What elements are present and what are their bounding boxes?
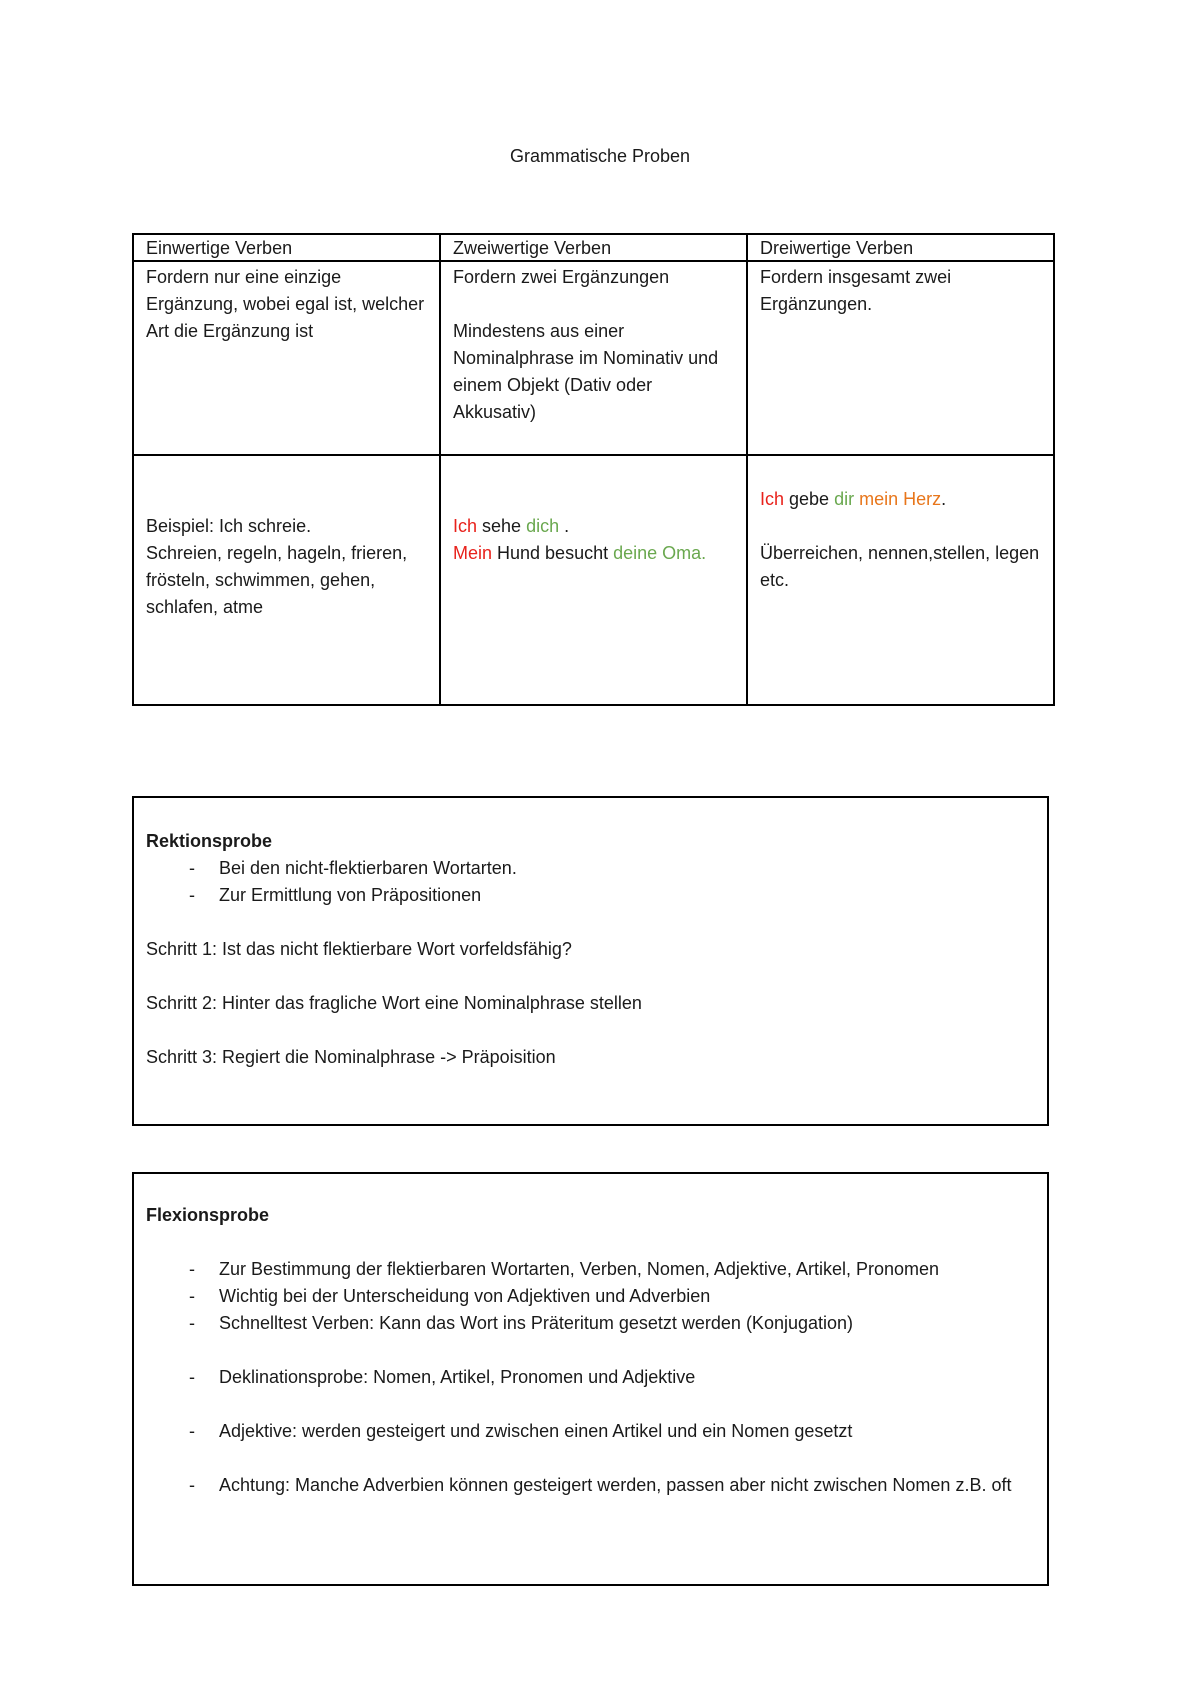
table-header-row (133, 234, 1054, 261)
list-item: - Bei den nicht-flektierbaren Wortarten. (189, 858, 517, 878)
rektionsprobe-box (132, 796, 1049, 1126)
rektionsprobe-step-3: Schritt 3: Regiert die Nominalphrase -> Präpoisition (146, 1047, 556, 1067)
example-einwertig-line2: Schreien, regeln, hageln, frieren, frösteln, schwimmen, gehen, schlafen, atme (146, 543, 408, 617)
list-item: - Wichtig bei der Unterscheidung von Adjektiven und Adverbien (189, 1286, 711, 1306)
list-item: - Adjektive: werden gesteigert und zwischen einen Artikel und ein Nomen gesetzt (189, 1421, 853, 1441)
example-sentence-2 (453, 540, 736, 567)
dative-object: dir (834, 489, 855, 509)
rektionsprobe-step-1: Schritt 1: Ist das nicht flektierbare Wort vorfeldsfähig? (146, 939, 572, 959)
list-item-text: Zur Ermittlung von Präpositionen (219, 885, 482, 905)
list-item: - Zur Ermittlung von Präpositionen (189, 885, 482, 905)
definition-row (133, 261, 1054, 455)
flexionsprobe-bullet-list-3 (146, 1418, 1035, 1445)
subject-word: Mein (453, 543, 493, 563)
header-einwertig: Einwertige Verben (133, 234, 440, 261)
list-item-text: Wichtig bei der Unterscheidung von Adjektiven und Adverbien (219, 1286, 711, 1306)
verb-word: sehe (477, 516, 527, 536)
sentence-end: . (941, 489, 947, 509)
list-item-text: Bei den nicht-flektierbaren Wortarten. (219, 858, 517, 878)
definition-dreiwertig: Fordern insgesamt zwei Ergänzungen. (747, 261, 1054, 455)
page-title: Grammatische Proben (509, 146, 691, 166)
sentence-end: . (559, 516, 570, 536)
example-einwertig-line1: Beispiel: Ich schreie. (146, 516, 312, 536)
example-dreiwertig (747, 455, 1054, 705)
flexionsprobe-bullet-list (146, 1256, 1035, 1337)
list-item: - Schnelltest Verben: Kann das Wort ins Präteritum gesetzt werden (Konjugation) (189, 1313, 854, 1333)
list-item-text: Achtung: Manche Adverbien können gesteigert werden, passen aber nicht zwischen Nomen z.B. oft (219, 1475, 1012, 1495)
rektionsprobe-bullet-list (146, 855, 1035, 909)
list-item: - Zur Bestimmung der flektierbaren Wortarten, Verben, Nomen, Adjektive, Artikel, Pronomen (189, 1259, 939, 1279)
flexionsprobe-box (132, 1172, 1049, 1586)
example-zweiwertig (440, 455, 747, 705)
list-item-text: Deklinationsprobe: Nomen, Artikel, Pronomen und Adjektive (219, 1367, 696, 1387)
definition-zweiwertig (440, 261, 747, 455)
object-phrase: deine Oma. (613, 543, 707, 563)
subject-word: Ich (760, 489, 785, 509)
example-sentence-1 (453, 513, 736, 540)
flexionsprobe-heading: Flexionsprobe (146, 1205, 270, 1225)
list-item-text: Schnelltest Verben: Kann das Wort ins Präteritum gesetzt werden (Konjugation) (219, 1313, 854, 1333)
verb-word: gebe (784, 489, 835, 509)
list-item: - Deklinationsprobe: Nomen, Artikel, Pronomen und Adjektive (189, 1367, 696, 1387)
definition-zweiwertig-line1: Fordern zwei Ergänzungen (453, 267, 670, 287)
rektionsprobe-step-2: Schritt 2: Hinter das fragliche Wort eine Nominalphrase stellen (146, 993, 642, 1013)
header-zweiwertig: Zweiwertige Verben (440, 234, 747, 261)
accusative-object: mein Herz (859, 489, 942, 509)
rektionsprobe-heading: Rektionsprobe (146, 831, 273, 851)
flexionsprobe-bullet-list-4 (146, 1472, 1035, 1499)
list-item-text: Adjektive: werden gesteigert und zwischen einen Artikel und ein Nomen gesetzt (219, 1421, 853, 1441)
example-einwertig (133, 455, 440, 705)
definition-einwertig: Fordern nur eine einzige Ergänzung, wobei egal ist, welcher Art die Ergänzung ist (133, 261, 440, 455)
example-row (133, 455, 1054, 705)
object-word: dich (526, 516, 560, 536)
example-sentence-3 (760, 486, 1043, 513)
verb-valency-table (132, 233, 1055, 706)
definition-zweiwertig-line2: Mindestens aus einer Nominalphrase im Nominativ und einem Objekt (Dativ oder Akkusativ) (453, 321, 719, 422)
header-dreiwertig: Dreiwertige Verben (747, 234, 1054, 261)
flexionsprobe-bullet-list-2 (146, 1364, 1035, 1391)
verb-phrase: Hund besucht (492, 543, 614, 563)
list-item: - Achtung: Manche Adverbien können gesteigert werden, passen aber nicht zwischen Nomen z.B. oft (189, 1475, 1012, 1495)
list-item-text: Zur Bestimmung der flektierbaren Wortarten, Verben, Nomen, Adjektive, Artikel, Pronomen (219, 1259, 939, 1279)
example-verb-list: Überreichen, nennen,stellen, legen etc. (760, 543, 1040, 590)
subject-word: Ich (453, 516, 478, 536)
